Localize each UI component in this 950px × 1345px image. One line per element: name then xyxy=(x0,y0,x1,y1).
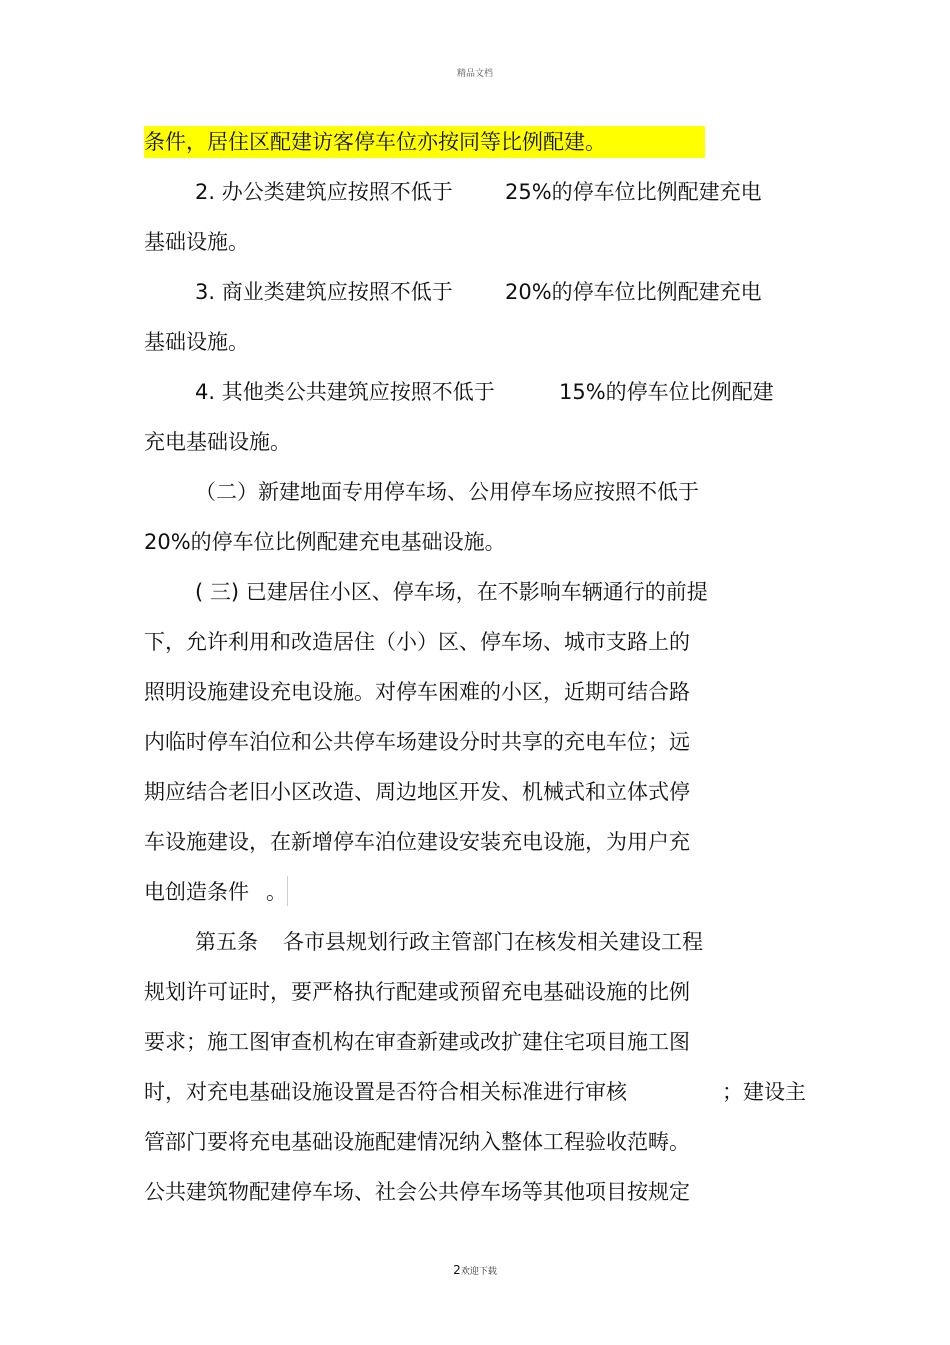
text-cursor xyxy=(287,876,288,906)
text-line: 。 xyxy=(266,880,287,904)
text-line: 公共建筑物配建停车场、社会公共停车场等其他项目按规定 xyxy=(144,1180,690,1204)
text-line: 条件，居住区配建访客停车位亦按同等比例配建。 xyxy=(144,130,606,154)
text-line: 25%的停车位比例配建充电 xyxy=(505,180,762,204)
text-line: 管部门要将充电基础设施配建情况纳入整体工程验收范畴。 xyxy=(144,1130,690,1154)
text-line: 下，允许利用和改造居住（小）区、停车场、城市支路上的 xyxy=(144,630,690,654)
text-line: 2. 办公类建筑应按照不低于 xyxy=(195,180,453,204)
text-line: ；建设主 xyxy=(722,1080,806,1104)
page-header: 精品文档 xyxy=(456,69,493,79)
text-line: 20%的停车位比例配建充电基础设施。 xyxy=(144,530,506,554)
text-line: 照明设施建设充电设施。对停车困难的小区，近期可结合路 xyxy=(144,680,690,704)
text-line: 基础设施。 xyxy=(144,230,249,254)
text-line: 时，对充电基础设施设置是否符合相关标准进行审核 xyxy=(144,1080,627,1104)
text-line: 期应结合老旧小区改造、周边地区开发、机械式和立体式停 xyxy=(144,780,690,804)
text-line: 车设施建设，在新增停车泊位建设安装充电设施，为用户充 xyxy=(144,830,690,854)
text-line: 规划许可证时，要严格执行配建或预留充电基础设施的比例 xyxy=(144,980,690,1004)
text-line: 第五条 xyxy=(195,930,258,954)
text-line: 内临时停车泊位和公共停车场建设分时共享的充电车位；远 xyxy=(144,730,690,754)
page-number: 2 xyxy=(453,1263,461,1277)
page-footer xyxy=(0,1263,950,1277)
text-line: 电创造条件 xyxy=(144,880,249,904)
text-line: 基础设施。 xyxy=(144,330,249,354)
text-line: 各市县规划行政主管部门在核发相关建设工程 xyxy=(283,930,703,954)
text-line: 充电基础设施。 xyxy=(144,430,291,454)
text-line: ( 三) 已建居住小区、停车场，在不影响车辆通行的前提 xyxy=(195,580,708,604)
text-line: 3. 商业类建筑应按照不低于 xyxy=(195,280,453,304)
text-line: 20%的停车位比例配建充电 xyxy=(505,280,762,304)
text-line: 4. 其他类公共建筑应按照不低于 xyxy=(195,380,495,404)
text-line: （二）新建地面专用停车场、公用停车场应按照不低于 xyxy=(195,480,699,504)
footer-text: 欢迎下载 xyxy=(460,1267,497,1277)
text-line: 15%的停车位比例配建 xyxy=(559,380,774,404)
text-line: 要求；施工图审查机构在审查新建或改扩建住宅项目施工图 xyxy=(144,1030,690,1054)
